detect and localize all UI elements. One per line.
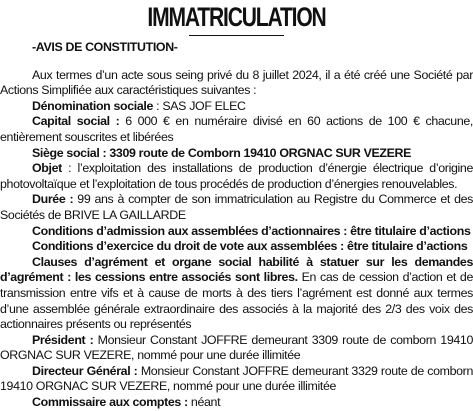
- directeur-paragraph: [0, 364, 473, 395]
- objet-value: : l’exploitation des installations de production d’énergie électrique d’origine photovoltaïque et l’exploitation de tous procédés de production d’énergies renouvelables.: [0, 161, 473, 191]
- directeur-label: Directeur Général :: [32, 363, 138, 378]
- objet-paragraph: [0, 161, 473, 192]
- commissaire-value: néant: [187, 395, 221, 410]
- president-label: Président :: [32, 332, 94, 347]
- siege-paragraph: [0, 146, 473, 162]
- duree-value: 99 ans à compter de son immatriculation au Registre du Commerce et des Sociétés de BRIVE LA GAILLARDE: [0, 192, 473, 222]
- directeur-value: Monsieur Constant JOFFRE demeurant 3329 route de comborn 19410 ORGNAC SUR VEZERE, nommé pour une durée illimitée: [0, 363, 473, 394]
- president-value: Monsieur Constant JOFFRE demeurant 3309 route de comborn 19410 ORGNAC SUR VEZERE, nommé pour une durée illimitée: [0, 332, 473, 363]
- agrement-paragraph: [0, 255, 473, 333]
- vote-label: Conditions d’exercice du droit de vote aux assemblées : être titulaire d’actions: [32, 239, 468, 254]
- notice-subtitle: -AVIS DE CONSTITUTION-: [32, 40, 178, 54]
- notice-intro: Aux termes d’un acte sous seing privé du 8 juillet 2024, il a été créé une Société par Actions Simplifiée aux caractéristiques suivantes :: [0, 67, 473, 98]
- duree-paragraph: [0, 192, 473, 223]
- commissaire-paragraph: [0, 395, 473, 411]
- denomination-value: : SAS JOF ELEC: [153, 98, 246, 113]
- agrement-value: En cas de cession d’action et de transmission entre vifs et à cause de morts à des tiers l’agrément est donné aux termes d’une assemblée générale extraordinaire des associés à la majorité des 2/3 des voix des actionnaires présents ou représentés: [0, 270, 473, 332]
- duree-label: Durée :: [32, 192, 74, 207]
- vote-paragraph: [0, 239, 473, 255]
- siege-label: Siège social : 3309 route de Comborn 19410 ORGNAC SUR VEZERE: [32, 145, 412, 160]
- commissaire-label: Commissaire aux comptes :: [32, 395, 188, 410]
- admission-label: Conditions d’admission aux assemblées d’actionnaires : être titulaire d’actions: [32, 223, 471, 238]
- agrement-label: Clauses d’agrément et organe social habilité à statuer sur les demandes d’agrément : les cessions entre associés sont libres.: [0, 254, 473, 285]
- president-paragraph: [0, 333, 473, 364]
- capital-value: 6 000 € en numéraire divisé en 60 actions de 100 € chacune, entièrement souscrites et libérées: [0, 114, 473, 144]
- title-underline: [189, 35, 284, 36]
- denomination-paragraph: [0, 99, 473, 115]
- objet-label: Objet: [32, 161, 62, 176]
- denomination-label: Dénomination sociale: [32, 98, 154, 113]
- legal-notice: [0, 40, 473, 411]
- capital-label: Capital social :: [32, 114, 120, 129]
- page-title: IMMATRICULATION: [147, 2, 326, 32]
- capital-paragraph: [0, 114, 473, 145]
- admission-paragraph: [0, 224, 473, 240]
